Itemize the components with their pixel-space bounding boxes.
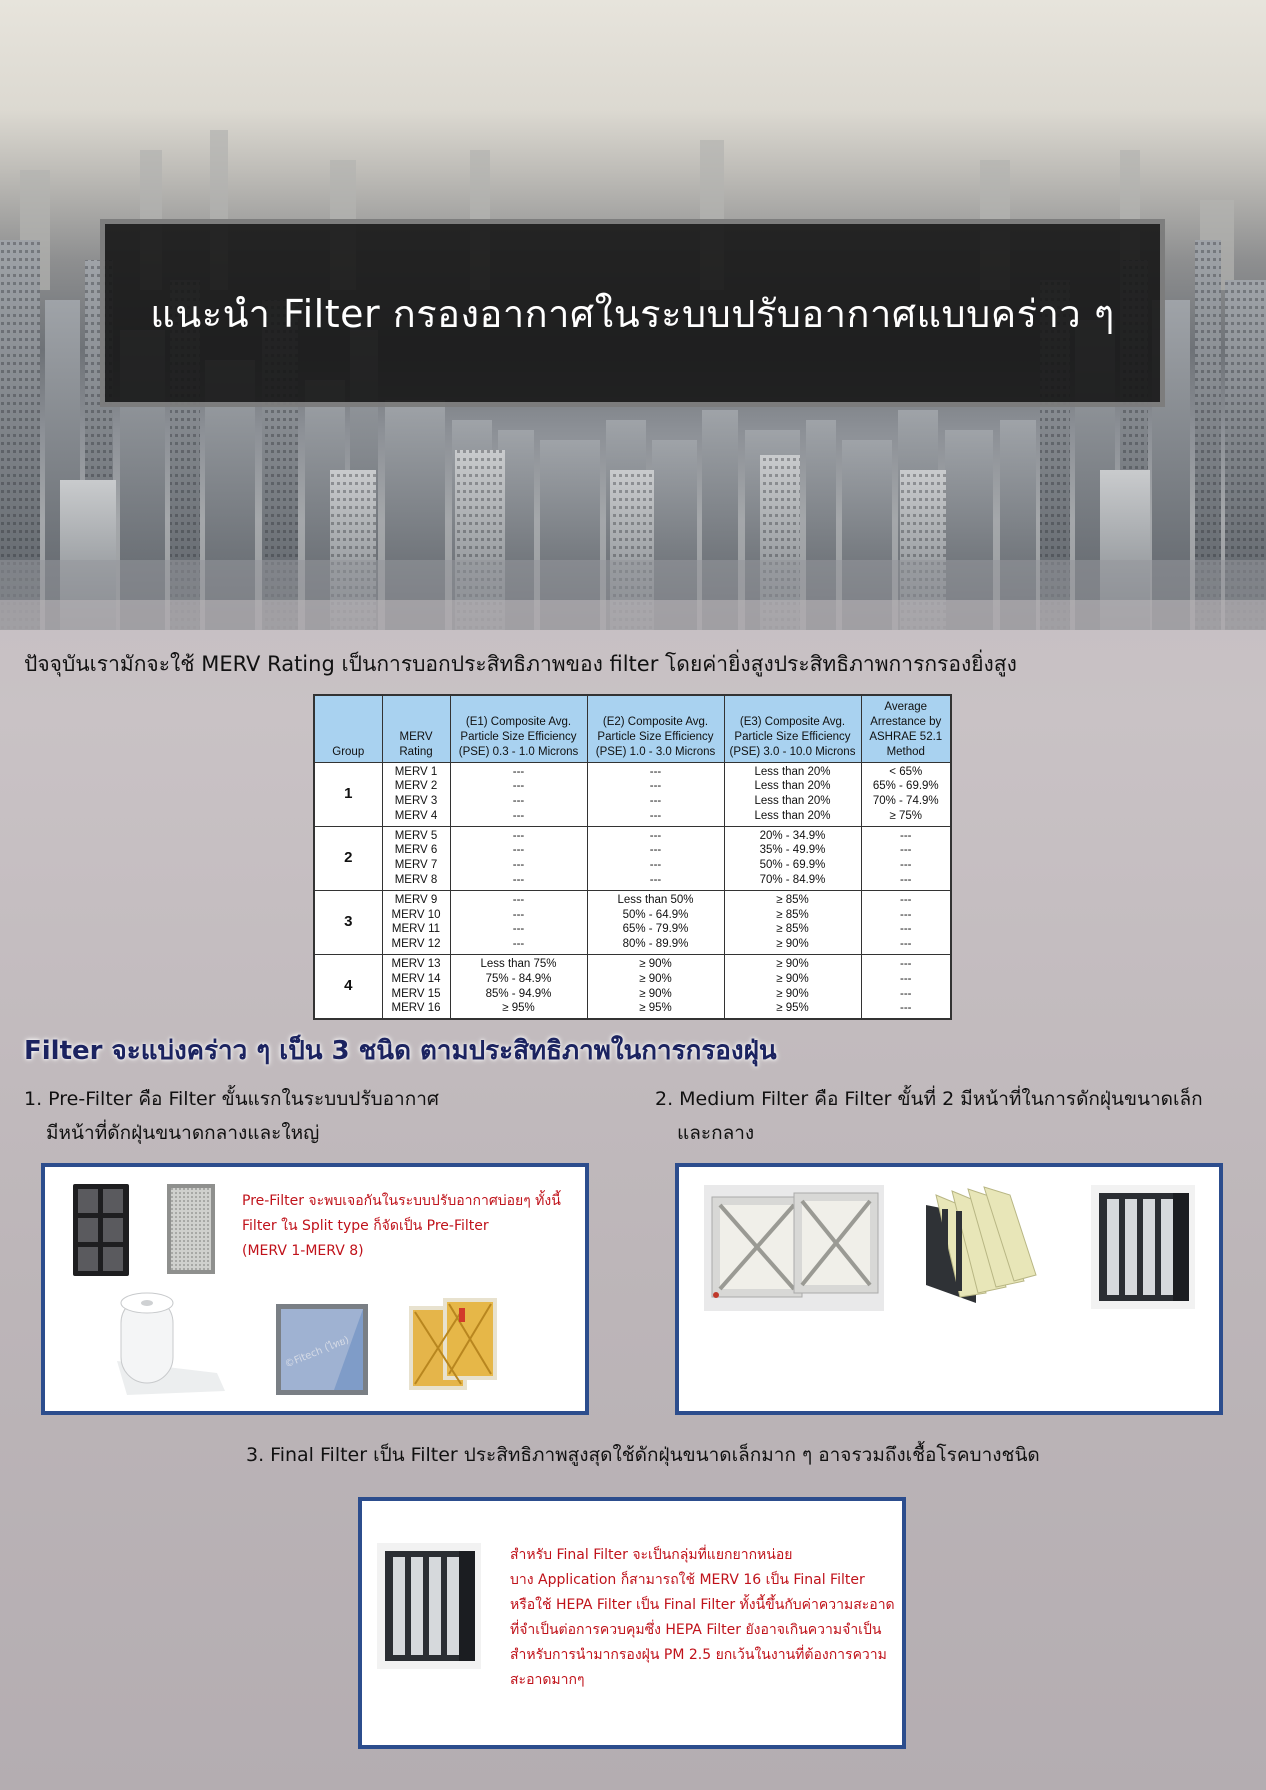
- header-e1: (E1) Composite Avg. Particle Size Efficiency (PSE) 0.3 - 1.0 Microns: [450, 695, 587, 762]
- e2-value: ---: [649, 765, 662, 778]
- e2-value: ---: [649, 874, 662, 887]
- e3-value: ≥ 85%: [776, 923, 809, 936]
- merv-value: MERV 3: [394, 795, 438, 808]
- final-filter-note: สำหรับ Final Filter จะเป็นกลุ่มที่แยกยากหน่อย บาง Application ก็สามารถใช้ MERV 16 เป็น Final Filter หรือใช้ HEPA Filter เป็น Final Filter ทั้งนี้ขึ้นกับค่าความสะอาด ที่จำเป็นต่อการควบคุมซึ่ง HEPA Filter ยังอาจเกินความจำเป็น สำหรับการนำมากรองฝุ่น PM 2.5 ยกเว้นในงานที่ต้องการความ สะอาดมากๆ: [510, 1547, 895, 1688]
- avg-cell: [861, 890, 951, 954]
- pre-filter-box: [41, 1163, 589, 1415]
- e1-value: ---: [512, 938, 525, 951]
- final-filter-image: [377, 1543, 481, 1669]
- e3-value: 20% - 34.9%: [759, 829, 826, 842]
- e1-value: ---: [512, 809, 525, 822]
- e1-value: ---: [512, 829, 525, 842]
- avg-value: ---: [900, 874, 912, 887]
- header-merv: MERV Rating: [382, 695, 450, 762]
- pre-filter-line1: 1. Pre-Filter คือ Filter ขั้นแรกในระบบปรับอากาศ: [24, 1088, 439, 1110]
- merv-value: MERV 1: [394, 765, 438, 778]
- avg-value: ---: [900, 938, 912, 951]
- avg-value: ---: [900, 1002, 912, 1015]
- e3-cell: [724, 890, 861, 954]
- avg-value: ≥ 75%: [889, 809, 923, 822]
- e1-value: ---: [512, 893, 525, 906]
- pre-filter-description: [24, 1082, 439, 1150]
- table-header-row: [314, 695, 951, 762]
- medium-filter-line1: 2. Medium Filter คือ Filter ขั้นที่ 2 มีหน้าที่ในการดักฝุ่นขนาดเล็ก: [655, 1088, 1203, 1110]
- table-row: [314, 826, 951, 890]
- avg-value: 70% - 74.9%: [872, 795, 939, 808]
- e2-value: Less than 50%: [617, 893, 694, 906]
- e2-value: ---: [649, 859, 662, 872]
- avg-value: ---: [900, 923, 912, 936]
- e3-value: Less than 20%: [754, 809, 831, 822]
- e2-value: 65% - 79.9%: [622, 923, 689, 936]
- hero-section: [0, 0, 1266, 630]
- avg-value: < 65%: [889, 765, 923, 778]
- title-banner: [100, 219, 1165, 407]
- e3-value: ≥ 90%: [776, 972, 809, 985]
- e2-value: ---: [649, 844, 662, 857]
- v-bank-filter-image: [1091, 1185, 1195, 1309]
- e2-value: ---: [649, 780, 662, 793]
- merv-value: MERV 14: [391, 972, 441, 985]
- e3-value: 35% - 49.9%: [759, 844, 826, 857]
- e2-cell: [587, 955, 724, 1020]
- avg-cell: [861, 762, 951, 826]
- header-average-arrestance: Average Arrestance by ASHRAE 52.1 Method: [861, 695, 951, 762]
- merv-cell: [382, 955, 450, 1020]
- grille-filter-image: [72, 1183, 130, 1277]
- e2-cell: [587, 762, 724, 826]
- group-cell: 1: [314, 762, 382, 826]
- e1-cell: [450, 762, 587, 826]
- header-e3: (E3) Composite Avg. Particle Size Efficiency (PSE) 3.0 - 10.0 Microns: [724, 695, 861, 762]
- e2-value: ≥ 90%: [639, 972, 672, 985]
- group-cell: 4: [314, 955, 382, 1020]
- mesh-filter-image: [166, 1183, 216, 1275]
- table-row: [314, 890, 951, 954]
- e1-value: ---: [512, 795, 525, 808]
- filter-types-heading: Filter จะแบ่งคร่าว ๆ เป็น 3 ชนิด ตามประสิทธิภาพในการกรองฝุ่น: [24, 1036, 777, 1066]
- avg-value: ---: [900, 844, 912, 857]
- header-group: Group: [314, 695, 382, 762]
- avg-value: ---: [900, 972, 912, 985]
- pleated-filter-image: [409, 1296, 499, 1392]
- page-title: แนะนำ Filter กรองอากาศในระบบปรับอากาศแบบคร่าว ๆ: [150, 291, 1115, 336]
- final-filter-box: [358, 1497, 906, 1749]
- medium-filter-description: [655, 1082, 1203, 1150]
- avg-cell: [861, 826, 951, 890]
- avg-value: ---: [900, 893, 912, 906]
- merv-value: MERV 4: [394, 809, 438, 822]
- e2-value: 50% - 64.9%: [622, 908, 689, 921]
- header-e2: (E2) Composite Avg. Particle Size Efficiency (PSE) 1.0 - 3.0 Microns: [587, 695, 724, 762]
- avg-value: ---: [900, 958, 912, 971]
- merv-value: MERV 5: [394, 829, 438, 842]
- merv-value: MERV 12: [391, 938, 441, 951]
- e3-value: Less than 20%: [754, 765, 831, 778]
- e3-value: ≥ 85%: [776, 908, 809, 921]
- table-row: [314, 955, 951, 1020]
- e2-value: 80% - 89.9%: [622, 938, 689, 951]
- e3-value: ≥ 90%: [776, 987, 809, 1000]
- bag-filter-image: [916, 1185, 1044, 1309]
- e3-cell: [724, 955, 861, 1020]
- group-cell: 2: [314, 826, 382, 890]
- merv-value: MERV 10: [391, 908, 441, 921]
- e1-value: ---: [512, 765, 525, 778]
- merv-value: MERV 16: [391, 1002, 441, 1015]
- e1-value: Less than 75%: [480, 958, 557, 971]
- merv-cell: [382, 890, 450, 954]
- e2-value: ---: [649, 809, 662, 822]
- e3-cell: [724, 762, 861, 826]
- avg-value: ---: [900, 908, 912, 921]
- group-cell: 3: [314, 890, 382, 954]
- medium-filter-line2: และกลาง: [677, 1122, 755, 1144]
- avg-value: ---: [900, 829, 912, 842]
- final-filter-description: 3. Final Filter เป็น Filter ประสิทธิภาพสูงสุดใช้ดักฝุ่นขนาดเล็กมาก ๆ อาจรวมถึงเชื้อโรคบางชนิด: [246, 1444, 1040, 1466]
- e2-cell: [587, 890, 724, 954]
- watermark: ©Fitech (ไทย): [283, 1334, 351, 1371]
- e1-value: ---: [512, 874, 525, 887]
- e1-value: ---: [512, 844, 525, 857]
- e1-value: ---: [512, 780, 525, 793]
- merv-rating-table: [313, 694, 952, 1020]
- e1-cell: [450, 890, 587, 954]
- e3-cell: [724, 826, 861, 890]
- pre-filter-note: Pre-Filter จะพบเจอกันในระบบปรับอากาศบ่อยๆ ทั้งนี้ Filter ใน Split type ก็จัดเป็น Pre-Filter (MERV 1-MERV 8): [242, 1193, 561, 1259]
- avg-cell: [861, 955, 951, 1020]
- merv-cell: [382, 826, 450, 890]
- merv-value: MERV 11: [391, 923, 441, 936]
- merv-cell: [382, 762, 450, 826]
- e2-value: ---: [649, 829, 662, 842]
- pre-filter-line2: มีหน้าที่ดักฝุ่นขนาดกลางและใหญ่: [46, 1122, 320, 1144]
- merv-value: MERV 7: [394, 859, 438, 872]
- e3-value: 50% - 69.9%: [759, 859, 826, 872]
- e2-value: ---: [649, 795, 662, 808]
- e1-cell: [450, 826, 587, 890]
- e2-value: ≥ 95%: [639, 1002, 672, 1015]
- intro-text: ปัจจุบันเรามักจะใช้ MERV Rating เป็นการบอกประสิทธิภาพของ filter โดยค่ายิ่งสูงประสิทธิภาพการกรองยิ่งสูง: [24, 652, 1017, 676]
- e1-value: 85% - 94.9%: [485, 987, 552, 1000]
- e1-value: ≥ 95%: [502, 1002, 535, 1015]
- e1-value: ---: [512, 908, 525, 921]
- e1-value: 75% - 84.9%: [485, 972, 552, 985]
- e3-value: ≥ 95%: [776, 1002, 809, 1015]
- e1-value: ---: [512, 859, 525, 872]
- e2-value: ≥ 90%: [639, 987, 672, 1000]
- merv-value: MERV 9: [394, 893, 438, 906]
- merv-value: MERV 8: [394, 874, 438, 887]
- avg-value: ---: [900, 987, 912, 1000]
- e3-value: Less than 20%: [754, 780, 831, 793]
- e2-cell: [587, 826, 724, 890]
- e3-value: ≥ 90%: [776, 958, 809, 971]
- avg-value: ---: [900, 859, 912, 872]
- panel-filter-image: [704, 1185, 884, 1311]
- merv-value: MERV 13: [391, 958, 441, 971]
- e3-value: ≥ 90%: [776, 938, 809, 951]
- e3-value: Less than 20%: [754, 795, 831, 808]
- e1-value: ---: [512, 923, 525, 936]
- e3-value: ≥ 85%: [776, 893, 809, 906]
- merv-value: MERV 6: [394, 844, 438, 857]
- filter-media-roll-image: [107, 1291, 227, 1399]
- e2-value: ≥ 90%: [639, 958, 672, 971]
- e3-value: 70% - 84.9%: [759, 874, 826, 887]
- merv-value: MERV 15: [391, 987, 441, 1000]
- table-row: [314, 762, 951, 826]
- e1-cell: [450, 955, 587, 1020]
- avg-value: 65% - 69.9%: [872, 780, 939, 793]
- medium-filter-box: [675, 1163, 1223, 1415]
- merv-value: MERV 2: [394, 780, 438, 793]
